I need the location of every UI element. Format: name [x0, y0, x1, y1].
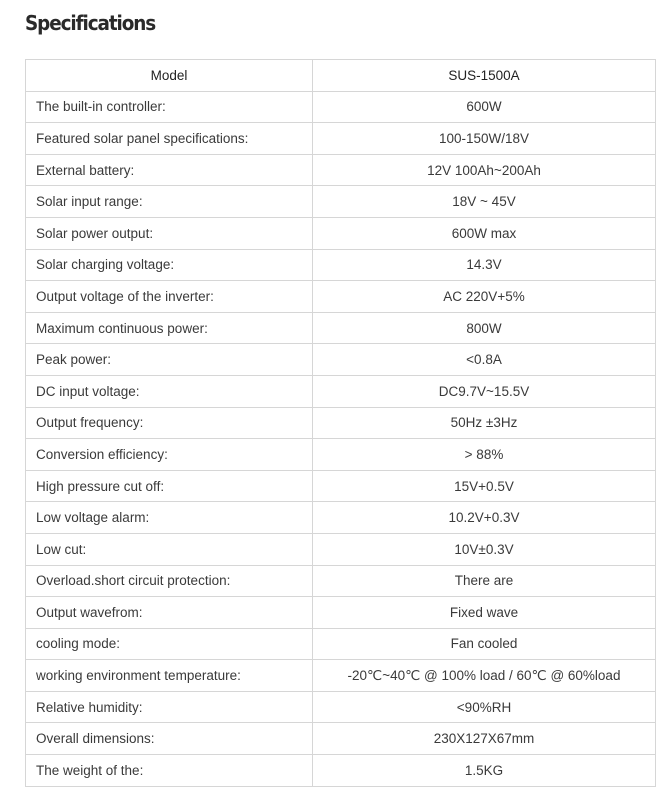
spec-value: 50Hz ±3Hz — [313, 407, 656, 439]
spec-label: DC input voltage: — [26, 375, 313, 407]
specifications-table — [25, 59, 656, 787]
spec-value: 600W — [313, 91, 656, 123]
table-header-row — [26, 60, 656, 92]
spec-label: Output wavefrom: — [26, 597, 313, 629]
spec-value: 600W max — [313, 217, 656, 249]
spec-value: 800W — [313, 312, 656, 344]
spec-label: Overall dimensions: — [26, 723, 313, 755]
spec-label: working environment temperature: — [26, 660, 313, 692]
table-row — [26, 597, 656, 629]
table-row — [26, 375, 656, 407]
table-row — [26, 407, 656, 439]
table-row — [26, 628, 656, 660]
spec-label: Low voltage alarm: — [26, 502, 313, 534]
table-body — [26, 91, 656, 786]
spec-label: cooling mode: — [26, 628, 313, 660]
table-row — [26, 344, 656, 376]
table-row — [26, 660, 656, 692]
table-row — [26, 154, 656, 186]
spec-label: Low cut: — [26, 533, 313, 565]
table-row — [26, 217, 656, 249]
spec-value: <90%RH — [313, 691, 656, 723]
page-title: Specifications — [25, 11, 156, 35]
spec-value: DC9.7V~15.5V — [313, 375, 656, 407]
spec-label: Featured solar panel specifications: — [26, 123, 313, 155]
spec-label: External battery: — [26, 154, 313, 186]
spec-value: 15V+0.5V — [313, 470, 656, 502]
spec-value: 100-150W/18V — [313, 123, 656, 155]
spec-label: High pressure cut off: — [26, 470, 313, 502]
spec-value: 14.3V — [313, 249, 656, 281]
table-row — [26, 439, 656, 471]
spec-label: Overload.short circuit protection: — [26, 565, 313, 597]
spec-label: Solar power output: — [26, 217, 313, 249]
spec-value: <0.8A — [313, 344, 656, 376]
spec-value: -20℃~40℃ @ 100% load / 60℃ @ 60%load — [313, 660, 656, 692]
spec-label: Peak power: — [26, 344, 313, 376]
table-row — [26, 755, 656, 787]
table-row — [26, 249, 656, 281]
spec-label: The weight of the: — [26, 755, 313, 787]
spec-label: Conversion efficiency: — [26, 439, 313, 471]
header-model: Model — [26, 60, 313, 92]
spec-label: Output frequency: — [26, 407, 313, 439]
spec-value: 18V ~ 45V — [313, 186, 656, 218]
table-row — [26, 691, 656, 723]
spec-value: There are — [313, 565, 656, 597]
table-row — [26, 470, 656, 502]
table-row — [26, 502, 656, 534]
spec-label: Output voltage of the inverter: — [26, 281, 313, 313]
spec-value: Fan cooled — [313, 628, 656, 660]
spec-value: 12V 100Ah~200Ah — [313, 154, 656, 186]
spec-value: 1.5KG — [313, 755, 656, 787]
spec-label: Solar charging voltage: — [26, 249, 313, 281]
spec-label: The built-in controller: — [26, 91, 313, 123]
table-row — [26, 123, 656, 155]
spec-value: 10.2V+0.3V — [313, 502, 656, 534]
spec-value: 10V±0.3V — [313, 533, 656, 565]
table-row — [26, 186, 656, 218]
header-model-number: SUS-1500A — [313, 60, 656, 92]
spec-label: Relative humidity: — [26, 691, 313, 723]
table-row — [26, 312, 656, 344]
table-row — [26, 723, 656, 755]
spec-label: Maximum continuous power: — [26, 312, 313, 344]
table-row — [26, 281, 656, 313]
spec-value: 230X127X67mm — [313, 723, 656, 755]
table-row — [26, 91, 656, 123]
spec-value: AC 220V+5% — [313, 281, 656, 313]
spec-value: Fixed wave — [313, 597, 656, 629]
spec-label: Solar input range: — [26, 186, 313, 218]
spec-value: > 88% — [313, 439, 656, 471]
table-row — [26, 565, 656, 597]
table-row — [26, 533, 656, 565]
